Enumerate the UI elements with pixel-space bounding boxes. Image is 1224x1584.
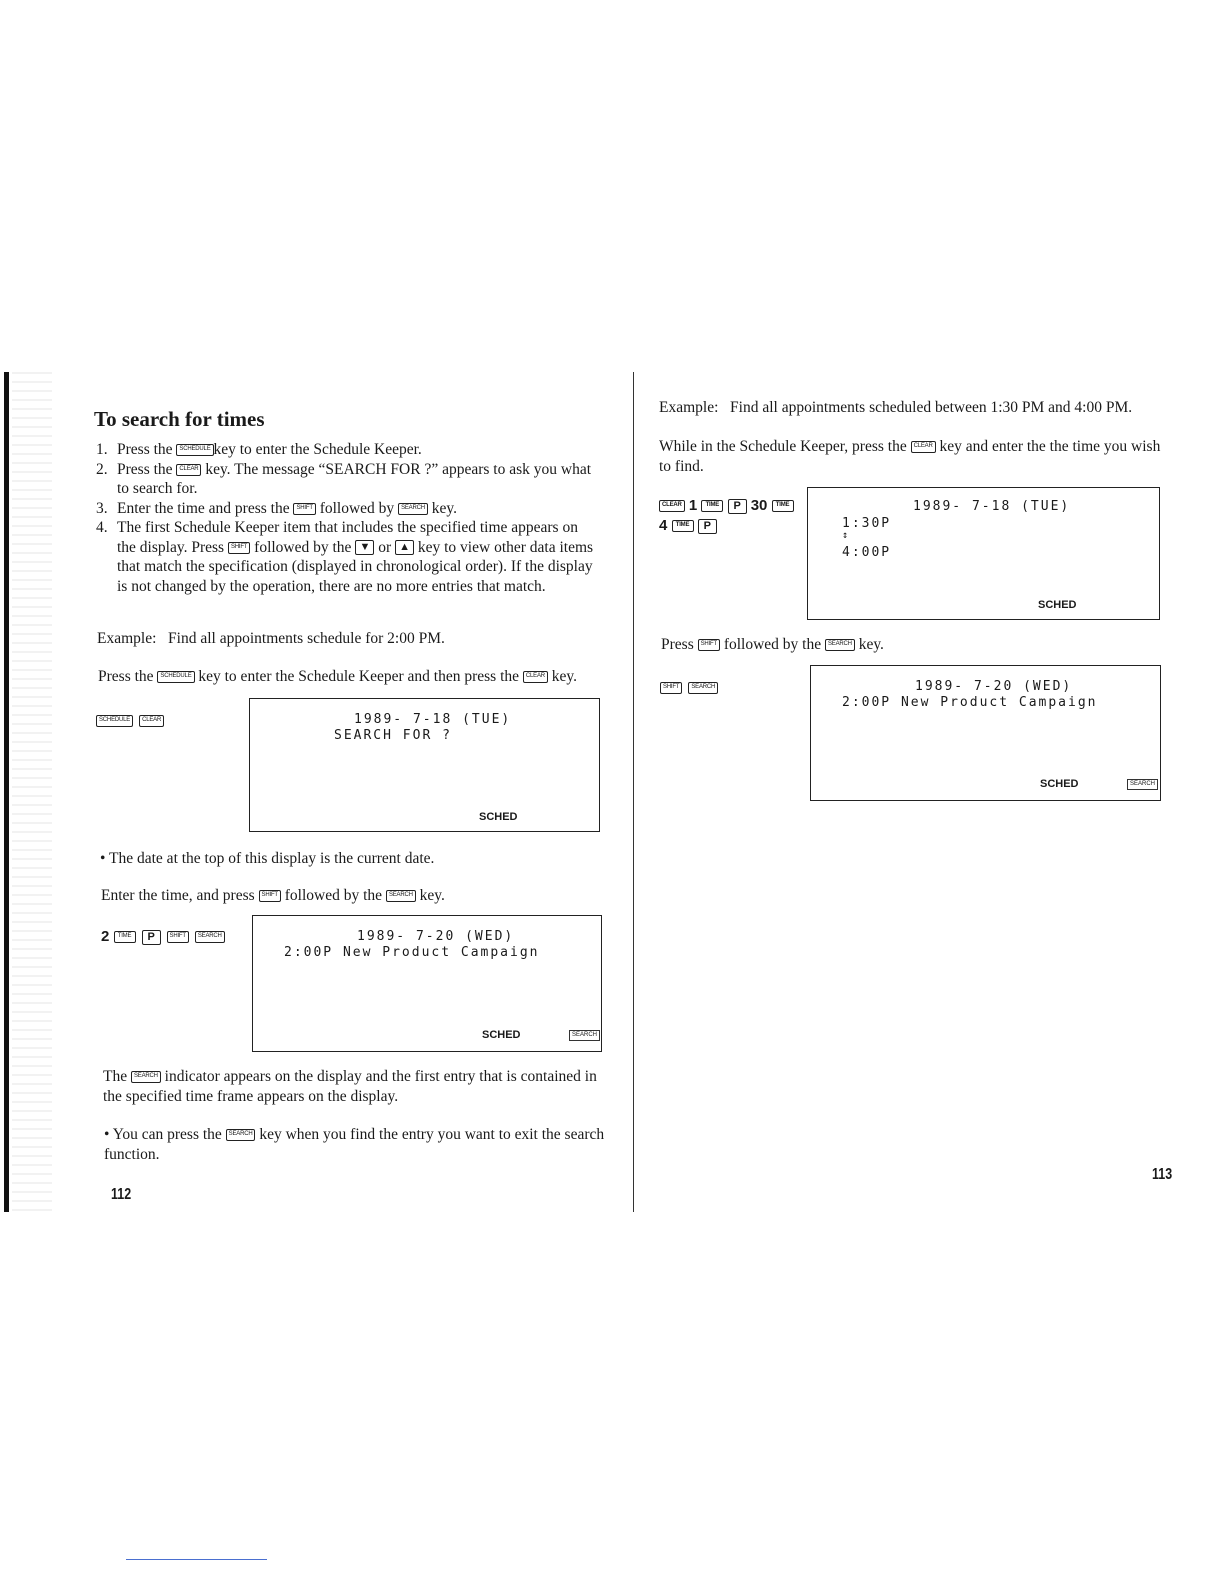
- lcd-display-4: [810, 665, 1161, 801]
- lcd-line-2: 2:00P New Product Campaign: [284, 945, 540, 960]
- key-sequence-2: [101, 928, 231, 946]
- lcd-display-3: [807, 487, 1160, 620]
- while-instruction: [659, 437, 1164, 476]
- example-label: Example:: [659, 399, 719, 416]
- shift-key-icon: SHIFT: [228, 542, 250, 554]
- text-fragment: Enter the time and press the: [117, 499, 294, 517]
- text-fragment: key.: [854, 636, 884, 653]
- text-fragment: key when you find the entry you want to exit the search function.: [104, 1126, 605, 1163]
- search-key-icon: SEARCH: [226, 1129, 256, 1141]
- down-arrow-key-icon: ▼: [355, 540, 374, 555]
- section-title: To search for times: [94, 407, 265, 431]
- text-fragment: key.: [415, 887, 445, 904]
- text-fragment: key to enter the Schedule Keeper and then press the: [194, 668, 523, 685]
- search-key-icon: SEARCH: [398, 503, 428, 515]
- example-text: Find all appointments scheduled between 1:30 PM and 4:00 PM.: [730, 399, 1133, 416]
- text-fragment: The first Schedule Keeper item that includes the specified time appears on the display. Press: [117, 519, 578, 556]
- search-key-icon: SEARCH: [131, 1071, 161, 1083]
- page-divider: [633, 372, 634, 1212]
- text-fragment: key.: [547, 668, 578, 685]
- sched-indicator: SCHED: [482, 1029, 521, 1041]
- text-fragment: followed by: [315, 499, 399, 517]
- clear-key-icon: CLEAR: [176, 464, 201, 476]
- digit-entry: 4: [659, 517, 672, 534]
- scan-artifact: [12, 372, 52, 1212]
- p-key-icon: P: [728, 499, 747, 514]
- digit-entry: 2: [101, 928, 114, 945]
- lcd-line-1: 1989- 7-20 (WED): [915, 679, 1073, 694]
- text-fragment: key. The message “SEARCH FOR ?” appears to ask you what to search for.: [117, 460, 592, 497]
- digit-entry: 1: [684, 497, 702, 514]
- enter-instruction: [101, 886, 611, 906]
- key-row: [659, 496, 799, 516]
- time-key-icon: TIME: [672, 520, 694, 532]
- clear-key-icon: CLEAR: [659, 500, 685, 512]
- lcd-line-2: SEARCH FOR ?: [334, 728, 452, 743]
- text-fragment: key to view other data items that match the specification (displayed in chronological order). If the display is not changed by the operation, there are no more entries that match.: [117, 538, 594, 595]
- lcd-line-2: 2:00P New Product Campaign: [842, 695, 1098, 710]
- shift-key-icon: SHIFT: [698, 639, 720, 651]
- example-right: [659, 398, 1169, 418]
- press-instruction-left: [98, 667, 610, 687]
- footer-rule: [126, 1559, 267, 1560]
- example-text: Find all appointments schedule for 2:00 PM.: [168, 630, 445, 647]
- text-fragment: Press: [661, 636, 698, 653]
- search-key-icon: SEARCH: [195, 931, 225, 943]
- text-fragment: or: [374, 538, 395, 556]
- time-key-icon: TIME: [701, 500, 723, 512]
- text-fragment: Press the: [98, 668, 158, 685]
- step-item: [96, 440, 600, 460]
- example-left: [97, 629, 607, 649]
- step-item: [96, 499, 600, 519]
- sched-indicator: SCHED: [479, 811, 518, 823]
- p-key-icon: P: [142, 930, 161, 945]
- step-number: 1.: [96, 441, 108, 458]
- sched-indicator: SCHED: [1038, 599, 1077, 611]
- lcd-display-2: [252, 915, 602, 1052]
- shift-key-icon: SHIFT: [259, 890, 281, 902]
- up-arrow-key-icon: ▲: [395, 540, 414, 555]
- text-fragment: Press the: [117, 460, 177, 478]
- press-instruction-right: [661, 635, 1166, 655]
- digit-entry: 30: [746, 497, 772, 514]
- lcd-line-4: 4:00P: [842, 545, 892, 560]
- step-number: 3.: [96, 499, 108, 517]
- time-key-icon: TIME: [114, 931, 136, 943]
- search-indicator: SEARCH: [569, 1030, 600, 1041]
- sched-indicator: SCHED: [1040, 778, 1079, 790]
- schedule-key-icon: SCHEDULE: [157, 671, 194, 683]
- search-key-icon: SEARCH: [825, 639, 855, 651]
- text-fragment: While in the Schedule Keeper, press the: [659, 438, 911, 455]
- lcd-line-1: 1989- 7-18 (TUE): [354, 712, 512, 727]
- search-key-icon: SEARCH: [386, 890, 416, 902]
- page-number-left: 112: [111, 1186, 132, 1203]
- lcd-display-1: [249, 698, 600, 832]
- lcd-range-mark: ↕: [842, 530, 851, 541]
- key-sequence-3: [659, 496, 799, 536]
- p-key-icon: P: [698, 519, 717, 534]
- key-row: [659, 516, 799, 536]
- search-key-icon: SEARCH: [688, 682, 718, 694]
- text-fragment: key and enter the the time you wish to find.: [659, 438, 1161, 475]
- text-fragment: key.: [427, 499, 457, 517]
- step-item: [96, 518, 600, 596]
- key-sequence-1: [96, 712, 170, 730]
- lcd-line-1: 1989- 7-20 (WED): [357, 929, 515, 944]
- schedule-key-icon: SCHEDULE: [176, 444, 213, 456]
- clear-key-icon: CLEAR: [911, 441, 936, 453]
- text-fragment: followed by the: [719, 636, 825, 653]
- shift-key-icon: SHIFT: [293, 503, 315, 515]
- page-number-right: 113: [1152, 1166, 1173, 1183]
- text-fragment: followed by the: [250, 538, 356, 556]
- indicator-explanation: [103, 1067, 608, 1106]
- bullet-exit-search: [104, 1125, 609, 1164]
- time-key-icon: TIME: [772, 500, 794, 512]
- step-number: 4.: [96, 519, 108, 536]
- bullet-current-date: • The date at the top of this display is the current date.: [100, 850, 435, 867]
- text-fragment: • You can press the: [104, 1126, 226, 1143]
- clear-key-icon: CLEAR: [139, 715, 164, 727]
- key-sequence-4: [660, 679, 724, 697]
- shift-key-icon: SHIFT: [660, 682, 682, 694]
- schedule-key-icon: SCHEDULE: [96, 715, 133, 727]
- text-fragment: indicator appears on the display and the first entry that is contained in the specified time frame appears on the display.: [103, 1068, 597, 1105]
- text-fragment: followed by the: [280, 887, 386, 904]
- text-fragment: key to enter the Schedule Keeper.: [213, 441, 422, 458]
- steps-list: [96, 440, 600, 596]
- lcd-line-1: 1989- 7-18 (TUE): [913, 499, 1071, 514]
- step-number: 2.: [96, 460, 108, 478]
- example-label: Example:: [97, 630, 157, 647]
- text-fragment: The: [103, 1068, 131, 1085]
- lcd-line-2: 1:30P: [842, 516, 892, 531]
- text-fragment: Enter the time, and press: [101, 887, 259, 904]
- text-fragment: Press the: [117, 441, 177, 458]
- step-item: [96, 460, 600, 499]
- shift-key-icon: SHIFT: [167, 931, 189, 943]
- binding-edge: [4, 372, 9, 1212]
- clear-key-icon: CLEAR: [523, 671, 548, 683]
- search-indicator: SEARCH: [1127, 779, 1158, 790]
